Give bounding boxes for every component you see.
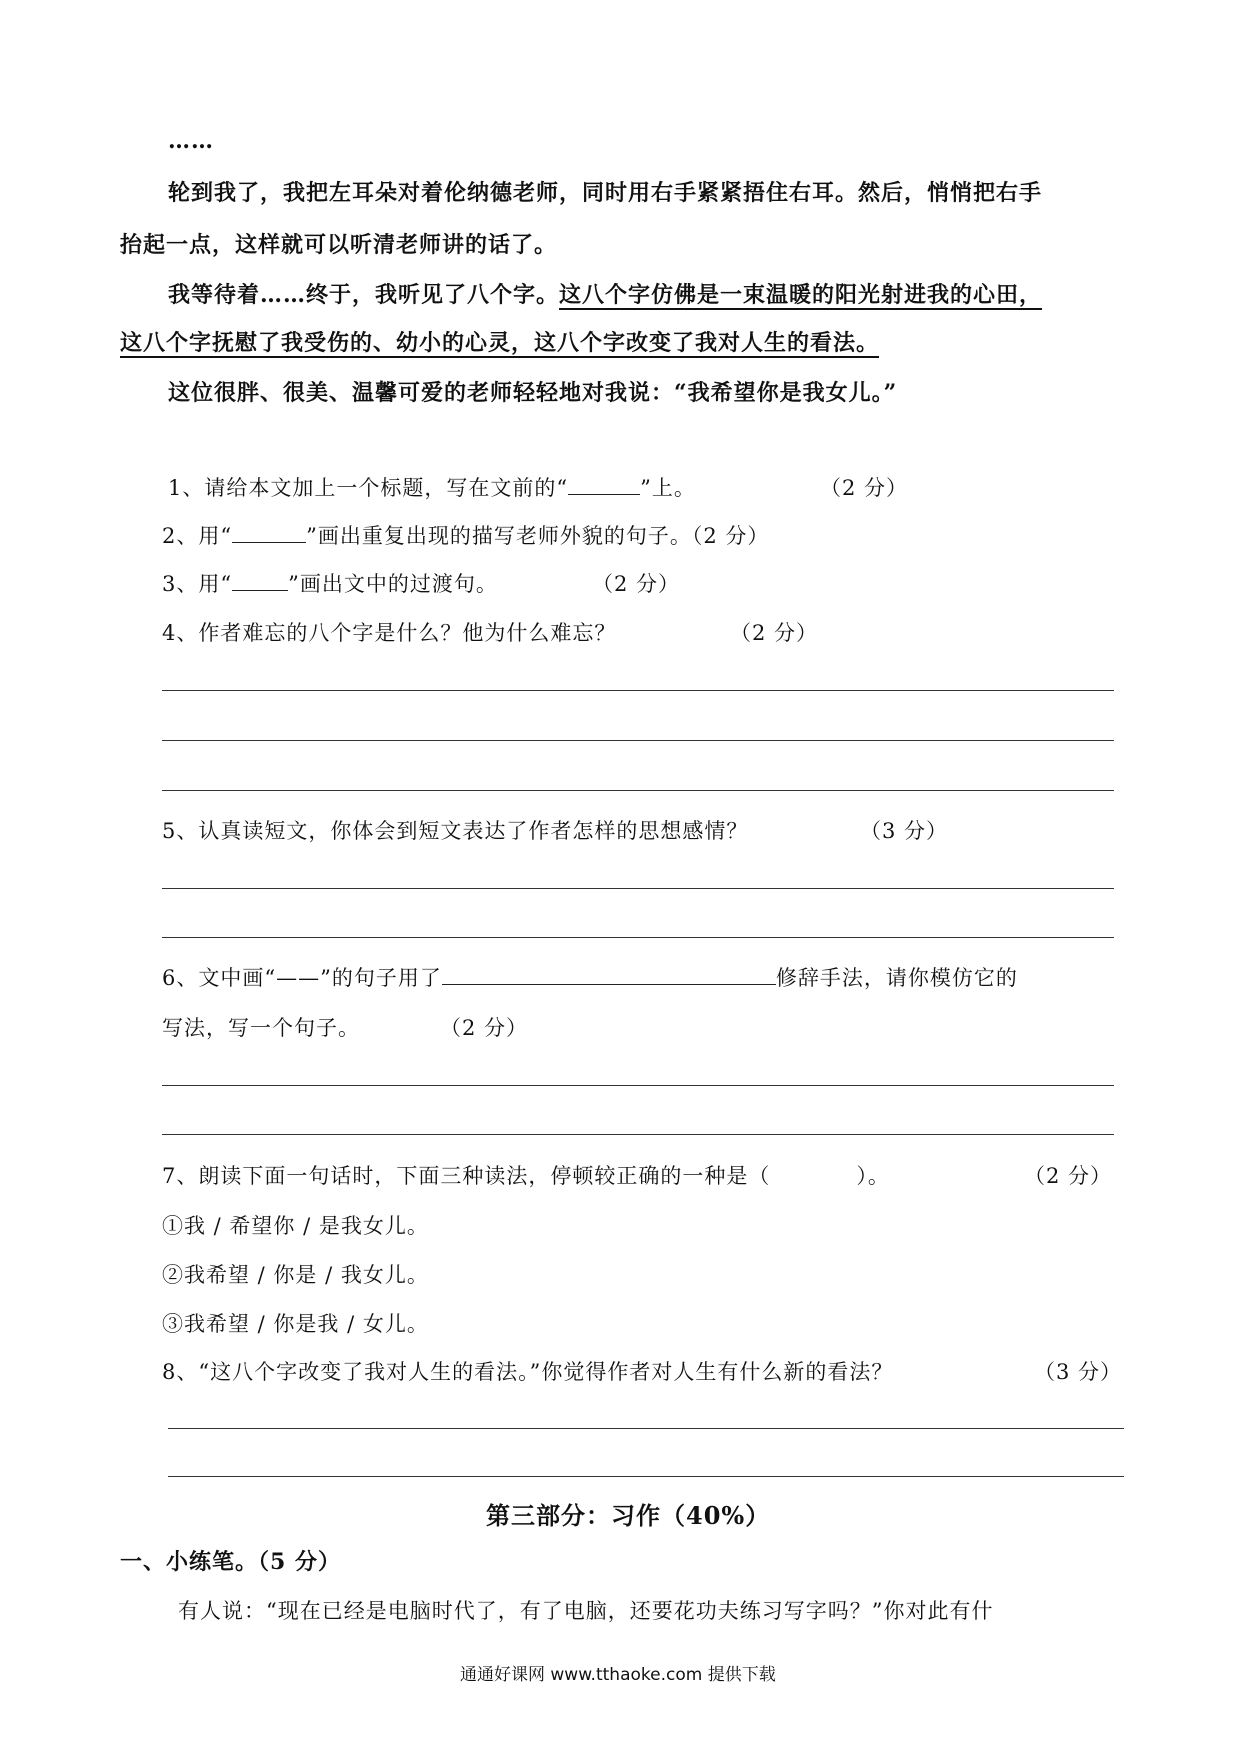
q6-text-end: 修辞手法，请你模仿它的 (775, 966, 1018, 990)
q1-score: （2 分） (820, 476, 909, 500)
q1-text: 1、请给本文加上一个标题，写在文前的“ (168, 476, 569, 500)
question-7 (162, 1160, 890, 1190)
section-3-title: 第三部分：习作（40%） (486, 1501, 771, 1530)
passage-ellipsis: …… (168, 128, 214, 154)
q2-blank (232, 524, 306, 543)
q3-text-end: ”画出文中的过渡句。 (288, 572, 498, 596)
q5-answer-line-2[interactable] (162, 937, 1114, 938)
q6-blank[interactable] (442, 966, 776, 985)
question-4: 4、作者难忘的八个字是什么？他为什么难忘？ (162, 621, 617, 645)
q3-blank (232, 572, 288, 591)
question-6-line2: 写法，写一个句子。 (162, 1016, 360, 1040)
q4-answer-line-3[interactable] (162, 790, 1114, 791)
section-3-sub1: 一、小练笔。（5 分） (120, 1549, 341, 1575)
q2-text-end: ”画出重复出现的描写老师外貌的句子。（2 分） (306, 524, 770, 548)
q5-answer-line-1[interactable] (162, 888, 1114, 889)
q4-answer-line-1[interactable] (162, 690, 1114, 691)
q7-option-1: ①我 / 希望你 / 是我女儿。 (162, 1214, 429, 1238)
q6-text: 6、文中画“——”的句子用了 (162, 966, 442, 990)
question-6 (162, 962, 1018, 992)
question-8: 8、“这八个字改变了我对人生的看法。”你觉得作者对人生有什么新的看法？ (162, 1360, 894, 1384)
q7-option-3: ③我希望 / 你是我 / 女儿。 (162, 1312, 429, 1336)
passage-p3: 这位很胖、很美、温馨可爱的老师轻轻地对我说：“我希望你是我女儿。” (168, 380, 898, 406)
question-5: 5、认真读短文，你体会到短文表达了作者怎样的思想感情？ (162, 819, 749, 843)
q4-score: （2 分） (730, 621, 819, 645)
q3-text: 3、用“ (162, 572, 233, 596)
q6-answer-line-1[interactable] (162, 1085, 1114, 1086)
passage-p1-line1: 轮到我了，我把左耳朵对着伦纳德老师，同时用右手紧紧捂住右耳。然后，悄悄把右手 (168, 180, 1043, 206)
q8-answer-line-2[interactable] (168, 1476, 1124, 1477)
q7-option-2: ②我希望 / 你是 / 我女儿。 (162, 1263, 429, 1287)
q8-score: （3 分） (1034, 1360, 1123, 1384)
metaphor-sentence-part1: 这八个字仿佛是一束温暖的阳光射进我的心田， (559, 282, 1043, 308)
q6-score: （2 分） (440, 1016, 529, 1040)
q1-blank[interactable] (568, 476, 640, 495)
q4-answer-line-2[interactable] (162, 740, 1114, 741)
metaphor-sentence-part2: 这八个字抚慰了我受伤的、幼小的心灵，这八个字改变了我对人生的看法。 (120, 330, 880, 356)
q3-score: （2 分） (592, 572, 681, 596)
section-3-prompt: 有人说：“现在已经是电脑时代了，有了电脑，还要花功夫练习写字吗？”你对此有什 (178, 1599, 994, 1623)
passage-p2-line1 (168, 278, 1042, 309)
q7-text: 7、朗读下面一句话时，下面三种读法，停顿较正确的一种是（ (162, 1164, 771, 1188)
q5-score: （3 分） (860, 819, 949, 843)
q1-text-end: ”上。 (640, 476, 696, 500)
question-2 (162, 520, 769, 550)
q7-text-end: ）。 (856, 1164, 890, 1188)
q6-answer-line-2[interactable] (162, 1134, 1114, 1135)
q8-answer-line-1[interactable] (168, 1428, 1124, 1429)
page-footer: 通通好课网 www.tthaoke.com 提供下载 (460, 1665, 776, 1685)
q7-score: （2 分） (1024, 1164, 1113, 1188)
q2-text: 2、用“ (162, 524, 233, 548)
question-3 (162, 568, 498, 598)
passage-p1-line2: 抬起一点，这样就可以听清老师讲的话了。 (120, 232, 558, 258)
question-1 (168, 472, 696, 502)
passage-p2-plain: 我等待着……终于，我听见了八个字。 (168, 282, 560, 308)
